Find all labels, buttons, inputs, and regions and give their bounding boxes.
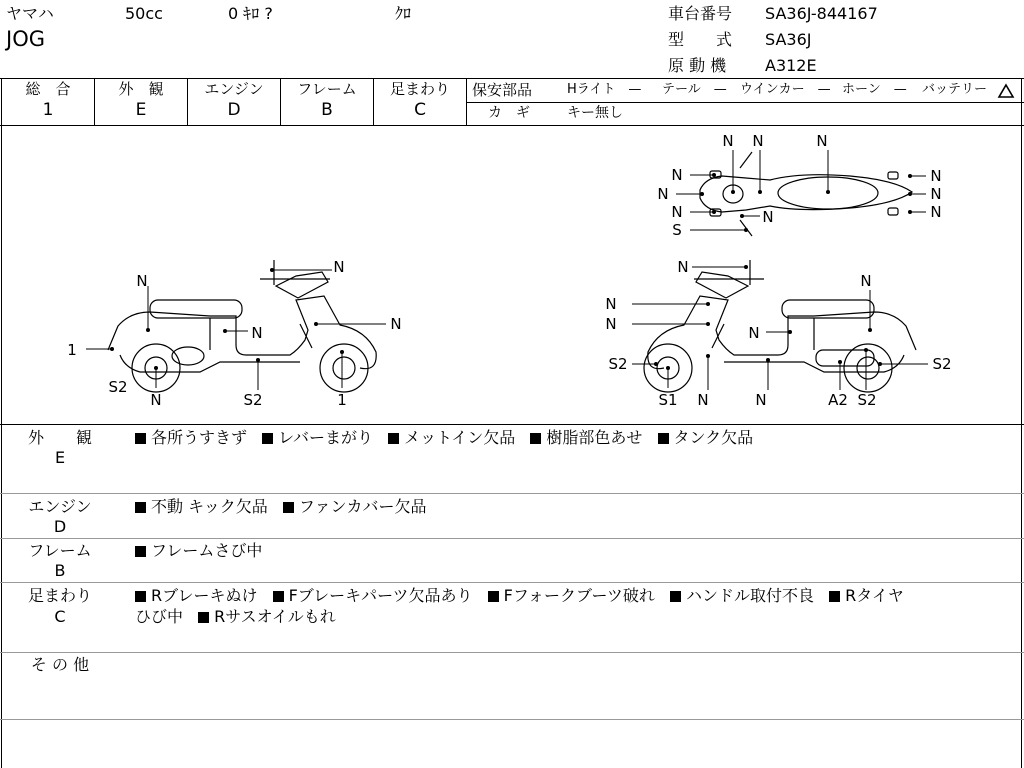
grade-value: E bbox=[135, 100, 147, 120]
safety-item: Hライト — bbox=[567, 82, 642, 97]
section-category: 外 観 bbox=[27, 428, 92, 447]
damage-code: N bbox=[752, 132, 764, 150]
grade-cell-exterior bbox=[95, 79, 187, 122]
section-grade: B bbox=[54, 561, 66, 580]
section-divider bbox=[0, 538, 1024, 539]
note: Fフォークブーツ破れ bbox=[503, 586, 655, 605]
damage-code: N bbox=[605, 295, 617, 313]
damage-code: S1 bbox=[658, 391, 678, 409]
grade-label: 足まわり bbox=[389, 80, 450, 98]
section-divider bbox=[0, 582, 1024, 583]
grade-cell-engine bbox=[188, 79, 280, 122]
diagram-bottom-border bbox=[0, 424, 1024, 425]
note: Rブレーキぬけ bbox=[151, 586, 258, 605]
left-view-codes bbox=[67, 258, 401, 409]
damage-code: S bbox=[672, 221, 682, 239]
section-category: そ の 他 bbox=[30, 655, 90, 674]
section-divider bbox=[0, 719, 1024, 720]
grade-cell-overall bbox=[2, 79, 94, 122]
key-label: カ ギ bbox=[488, 105, 530, 121]
note: Rサスオイルもれ bbox=[214, 607, 336, 626]
section-notes bbox=[135, 427, 753, 449]
grade-label: フレーム bbox=[297, 80, 357, 98]
grade-value: B bbox=[321, 100, 333, 120]
model-name: JOG bbox=[6, 27, 45, 51]
damage-code: N bbox=[930, 203, 942, 221]
note-bullet-icon bbox=[829, 591, 840, 602]
damage-code: N bbox=[671, 166, 683, 184]
damage-code: S2 bbox=[932, 355, 952, 373]
section-notes bbox=[135, 496, 427, 518]
damage-code: N bbox=[697, 391, 709, 409]
safety-divider bbox=[467, 102, 1024, 103]
damage-code: N bbox=[333, 258, 345, 276]
note-bullet-icon bbox=[388, 433, 399, 444]
section-divider bbox=[0, 652, 1024, 653]
note: 各所うすきず bbox=[151, 428, 248, 447]
section-category: 足まわり bbox=[27, 586, 92, 605]
note: Rタイヤ bbox=[845, 586, 904, 605]
note-bullet-icon bbox=[198, 612, 209, 623]
damage-code: N bbox=[251, 324, 263, 342]
displacement: 50cc bbox=[125, 4, 163, 23]
section-grade: E bbox=[54, 448, 66, 467]
note-bullet-icon bbox=[530, 433, 541, 444]
damage-code: 1 bbox=[337, 391, 347, 409]
engine-label: 原 動 機 bbox=[668, 56, 727, 75]
damage-dots bbox=[110, 173, 912, 370]
note: 樹脂部色あせ bbox=[546, 428, 643, 447]
damage-code: N bbox=[677, 258, 689, 276]
damage-code: S2 bbox=[108, 378, 128, 396]
type-label: 型 式 bbox=[668, 30, 733, 49]
note: フレームさび中 bbox=[151, 541, 263, 560]
note-bullet-icon bbox=[135, 546, 146, 557]
warning-triangle-icon bbox=[997, 83, 1015, 99]
note-bullet-icon bbox=[670, 591, 681, 602]
note: Fブレーキパーツ欠品あり bbox=[288, 586, 473, 605]
damage-code: N bbox=[136, 272, 148, 290]
damage-code: 1 bbox=[67, 341, 77, 359]
grade-label: 外 観 bbox=[118, 80, 164, 98]
damage-code: N bbox=[390, 315, 402, 333]
section-category: エンジン bbox=[28, 497, 92, 516]
grade-divider bbox=[466, 78, 467, 125]
note-bullet-icon bbox=[135, 591, 146, 602]
grade-label: エンジン bbox=[204, 80, 264, 98]
section-grade: C bbox=[54, 607, 66, 626]
damage-code: N bbox=[748, 324, 760, 342]
safety-item: バッテリー bbox=[922, 82, 988, 97]
frame-no: SA36J-844167 bbox=[765, 4, 878, 23]
grade-cell-frame bbox=[281, 79, 373, 122]
key-value: キー無し bbox=[567, 105, 623, 121]
safety-item: テール — bbox=[662, 82, 727, 97]
note-bullet-icon bbox=[273, 591, 284, 602]
scooter-top-view bbox=[700, 152, 912, 236]
damage-code: N bbox=[150, 391, 162, 409]
safety-item: ホーン — bbox=[842, 82, 907, 97]
color: ｸﾛ bbox=[395, 4, 412, 23]
damage-code: S2 bbox=[608, 355, 628, 373]
damage-code: S2 bbox=[857, 391, 877, 409]
damage-code: A2 bbox=[828, 391, 848, 409]
note-bullet-icon bbox=[488, 591, 499, 602]
section-category: フレーム bbox=[28, 541, 92, 560]
scooter-right-view bbox=[644, 260, 916, 392]
note: メットイン欠品 bbox=[404, 428, 516, 447]
damage-code: N bbox=[860, 272, 872, 290]
note-bullet-icon bbox=[135, 433, 146, 444]
grade-value: 1 bbox=[42, 100, 54, 120]
damage-code: N bbox=[816, 132, 828, 150]
note: ファンカバー欠品 bbox=[298, 497, 427, 516]
grade-cell-suspension bbox=[374, 79, 466, 122]
safety-label: 保安部品 bbox=[472, 81, 533, 99]
section-grade: D bbox=[53, 517, 67, 536]
engine-value: A312E bbox=[765, 56, 817, 75]
damage-code: N bbox=[762, 208, 774, 226]
damage-code: N bbox=[930, 185, 942, 203]
grade-value: D bbox=[227, 100, 241, 120]
type-value: SA36J bbox=[765, 30, 812, 49]
frame-no-label: 車台番号 bbox=[668, 4, 733, 23]
damage-code: N bbox=[930, 167, 942, 185]
damage-leader-lines bbox=[86, 150, 928, 390]
section-notes bbox=[135, 540, 262, 562]
damage-code: N bbox=[657, 185, 669, 203]
section-notes bbox=[135, 585, 904, 607]
note: ひび中 bbox=[135, 607, 184, 626]
safety-item: ウインカー — bbox=[740, 82, 831, 97]
damage-code: N bbox=[755, 391, 767, 409]
note: 不動 キック欠品 bbox=[151, 497, 268, 516]
section-divider bbox=[0, 493, 1024, 494]
note: タンク欠品 bbox=[673, 428, 754, 447]
section-notes bbox=[135, 606, 336, 628]
damage-code: N bbox=[722, 132, 734, 150]
note: レバーまがり bbox=[278, 428, 373, 447]
grade-value: C bbox=[414, 100, 426, 120]
note-bullet-icon bbox=[262, 433, 273, 444]
note-bullet-icon bbox=[283, 502, 294, 513]
damage-code: N bbox=[671, 203, 683, 221]
note-bullet-icon bbox=[658, 433, 669, 444]
right-view-codes bbox=[605, 258, 951, 409]
mileage: 0 ｷﾛ ? bbox=[228, 4, 273, 23]
maker: ヤマハ bbox=[6, 4, 54, 23]
damage-code: S2 bbox=[243, 391, 263, 409]
grade-label: 総 合 bbox=[25, 80, 71, 98]
damage-code: N bbox=[605, 315, 617, 333]
note: ハンドル取付不良 bbox=[686, 586, 815, 605]
scooter-damage-diagram bbox=[0, 126, 1024, 424]
note-bullet-icon bbox=[135, 502, 146, 513]
